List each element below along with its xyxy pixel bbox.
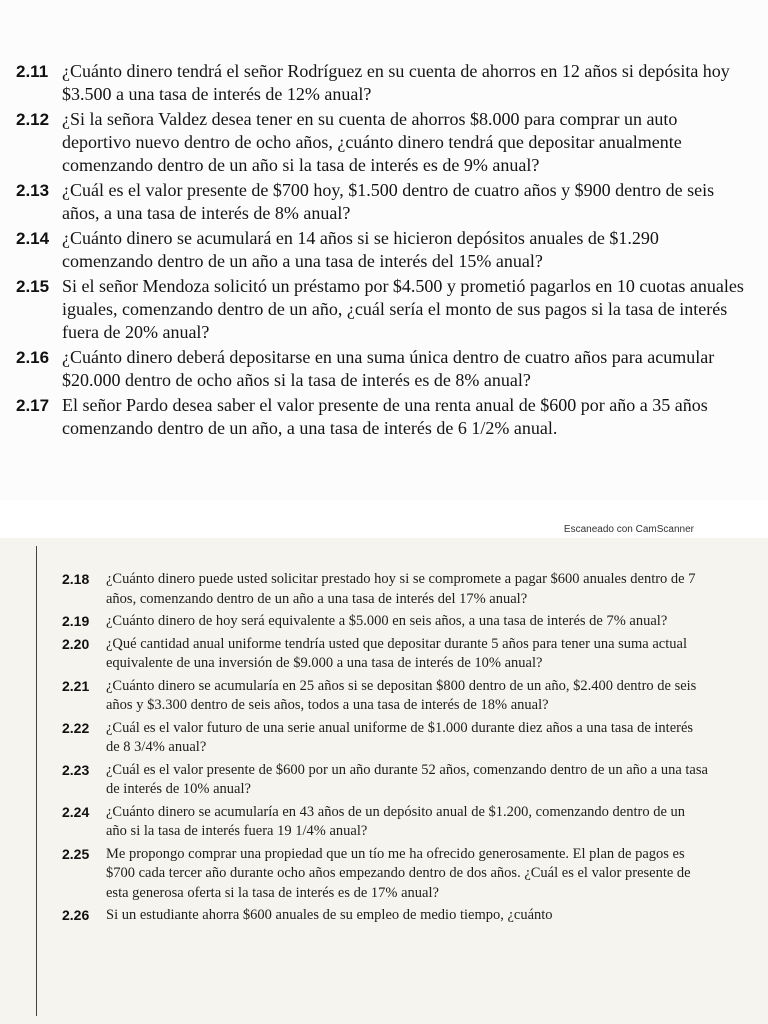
- scanner-watermark: Escaneado con CamScanner: [563, 524, 694, 535]
- problem-text: ¿Cuál es el valor presente de $600 por un año durante 52 años, comenzando dentro de un año a una tasa de interés de 10% anual?: [106, 761, 708, 797]
- problem-text: ¿Cuánto dinero se acumularía en 43 años de un depósito anual de $1.200, comenzando dentro de un año si la tasa de interés fuera 19 1/4% anual?: [106, 803, 686, 839]
- problem-item: [0, 635, 768, 674]
- problem-text: ¿Cuánto dinero de hoy será equivalente a $5.000 en seis años, a una tasa de interés de 7% anual?: [106, 613, 668, 629]
- problem-text: Me propongo comprar una propiedad que un tío me ha ofrecido generosamente. El plan de pagos es $700 cada tercer año durante ocho años empezando dentro de dos años. ¿Cuál es el valor presente de esta generosa oferta si la tasa de interés es de 17% anual?: [106, 845, 691, 901]
- problem-number: 2.12: [16, 110, 50, 129]
- problem-item: [0, 179, 768, 225]
- problem-text: ¿Cuánto dinero tendrá el señor Rodríguez en su cuenta de ahorros en 12 años si depósita hoy $3.500 a una tasa de interés de 12% anual?: [62, 61, 730, 104]
- problem-text: ¿Si la señora Valdez desea tener en su cuenta de ahorros $8.000 para comprar un auto deportivo nuevo dentro de ocho años, ¿cuánto dinero tendrá que depositar anualmente comenzando dentro de un año si la tasa de interés es de 9% anual?: [62, 109, 682, 175]
- problem-item: [0, 108, 768, 177]
- problem-text: ¿Cuánto dinero se acumularía en 25 años si se depositan $800 dentro de un año, $2.400 dentro de seis años y $3.300 dentro de seis años, todos a una tasa de interés de 18% anual?: [106, 677, 697, 713]
- problem-text: ¿Cuál es el valor presente de $700 hoy, $1.500 dentro de cuatro años y $900 dentro de seis años, a una tasa de interés de 8% anual?: [62, 180, 715, 223]
- problem-number: 2.13: [16, 181, 50, 200]
- problem-item: [0, 570, 768, 609]
- problem-text: ¿Qué cantidad anual uniforme tendría usted que depositar durante 5 años para tener una suma actual equivalente de una inversión de $9.000 a una tasa de interés de 10% anual?: [106, 635, 687, 671]
- problem-number: 2.17: [16, 396, 50, 415]
- problem-item: [0, 394, 768, 440]
- problem-number: 2.15: [16, 277, 50, 296]
- problem-text: Si un estudiante ahorra $600 anuales de su empleo de medio tiempo, ¿cuánto: [106, 907, 553, 923]
- problem-number: 2.21: [62, 677, 90, 694]
- problem-number: 2.24: [62, 803, 90, 820]
- problem-item: [0, 803, 768, 842]
- problem-number: 2.16: [16, 348, 50, 367]
- problem-text: ¿Cuánto dinero puede usted solicitar prestado hoy si se compromete a pagar $600 anuales dentro de 7 años, comenzando dentro de un año a una tasa de interés del 17% anual?: [106, 571, 696, 607]
- problem-item: [0, 845, 768, 904]
- problem-number: 2.20: [62, 635, 90, 652]
- problem-number: 2.22: [62, 719, 90, 736]
- problem-item: [0, 677, 768, 716]
- problem-number: 2.25: [62, 845, 90, 862]
- problem-number: 2.26: [62, 907, 90, 923]
- problem-text: ¿Cuánto dinero deberá depositarse en una suma única dentro de cuatro años para acumular $20.000 dentro de ocho años si la tasa de interés es de 8% anual?: [62, 347, 715, 390]
- problem-number: 2.23: [62, 761, 90, 778]
- problem-list-bottom: [0, 570, 768, 929]
- scanned-page-top: [0, 0, 768, 500]
- problem-text: ¿Cuál es el valor futuro de una serie anual uniforme de $1.000 durante diez años a una tasa de interés de 8 3/4% anual?: [106, 719, 694, 755]
- problem-item: [0, 227, 768, 273]
- scanned-page-bottom: [0, 538, 768, 1024]
- problem-item: [0, 761, 768, 800]
- problem-item: [0, 906, 768, 926]
- problem-number: 2.18: [62, 571, 90, 587]
- problem-item: [0, 60, 768, 106]
- problem-item: [0, 719, 768, 758]
- problem-number: 2.14: [16, 229, 50, 248]
- problem-text: El señor Pardo desea saber el valor presente de una renta anual de $600 por año a 35 años comenzando dentro de un año, a una tasa de interés de 6 1/2% anual.: [62, 395, 708, 438]
- problem-item: [0, 612, 768, 632]
- problem-text: Si el señor Mendoza solicitó un préstamo por $4.500 y prometió pagarlos en 10 cuotas anuales iguales, comenzando dentro de un año, ¿cuál sería el monto de sus pagos si la tasa de interés fuera de 20% anual?: [62, 276, 744, 342]
- problem-item: [0, 346, 768, 392]
- problem-list-top: [0, 60, 768, 442]
- problem-number: 2.19: [62, 613, 90, 629]
- problem-item: [0, 275, 768, 344]
- problem-text: ¿Cuánto dinero se acumulará en 14 años si se hicieron depósitos anuales de $1.290 comenzando dentro de un año a una tasa de interés del 15% anual?: [62, 228, 659, 271]
- problem-number: 2.11: [16, 62, 49, 81]
